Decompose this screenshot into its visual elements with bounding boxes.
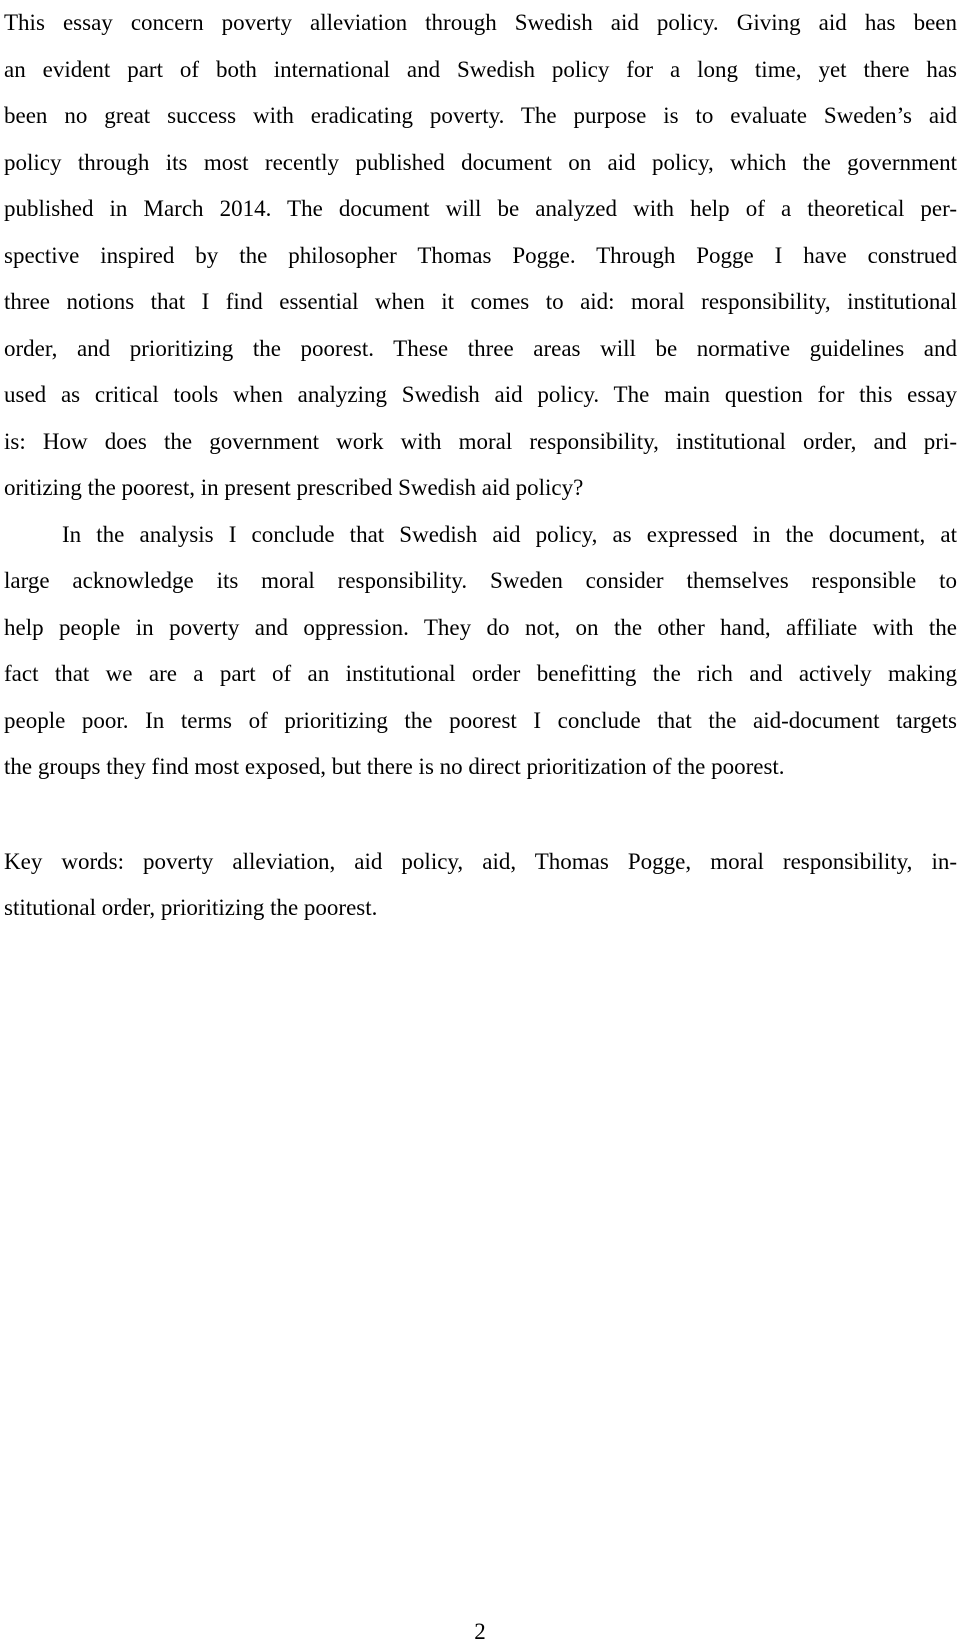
text-line: In the analysis I conclude that Swedish aid policy, as expressed in the document, at [62, 521, 957, 547]
text-line: large acknowledge its moral responsibility. Sweden consider themselves responsible to [4, 568, 957, 593]
paragraph-gap [4, 791, 957, 839]
abstract-paragraph-1 [4, 0, 957, 512]
text-line: is: How does the government work with moral responsibility, institutional order, and pri- [4, 428, 957, 454]
text-line: order, and prioritizing the poorest. These three areas will be normative guidelines and [4, 335, 957, 361]
text-line: used as critical tools when analyzing Swedish aid policy. The main question for this essay [4, 382, 957, 407]
text-line: an evident part of both international and Swedish policy for a long time, yet there has [4, 56, 957, 82]
text-line: been no great success with eradicating poverty. The purpose is to evaluate Sweden’s aid [4, 103, 957, 128]
text-line: help people in poverty and oppression. They do not, on the other hand, affiliate with the [4, 614, 957, 640]
text-line: stitutional order, prioritizing the poorest. [4, 895, 378, 920]
page-number: 2 [474, 1619, 486, 1644]
text-line: published in March 2014. The document will be analyzed with help of a theoretical per- [4, 196, 957, 221]
text-line: This essay concern poverty alleviation through Swedish aid policy. Giving aid has been [4, 10, 957, 35]
text-line: people poor. In terms of prioritizing the poorest I conclude that the aid-document targets [4, 707, 957, 733]
text-line: three notions that I find essential when it comes to aid: moral responsibility, institutional [4, 289, 957, 314]
body-text [4, 0, 957, 932]
text-line: oritizing the poorest, in present prescribed Swedish aid policy? [4, 475, 584, 500]
text-line: fact that we are a part of an institutional order benefitting the rich and actively making [4, 661, 957, 686]
text-line: the groups they find most exposed, but there is no direct prioritization of the poorest. [4, 754, 785, 779]
text-line: policy through its most recently published document on aid policy, which the government [4, 149, 957, 175]
text-line: spective inspired by the philosopher Thomas Pogge. Through Pogge I have construed [4, 242, 957, 268]
abstract-paragraph-2 [4, 512, 957, 791]
text-line: Key words: poverty alleviation, aid policy, aid, Thomas Pogge, moral responsibility, in- [4, 848, 957, 874]
keywords-paragraph [4, 839, 957, 932]
